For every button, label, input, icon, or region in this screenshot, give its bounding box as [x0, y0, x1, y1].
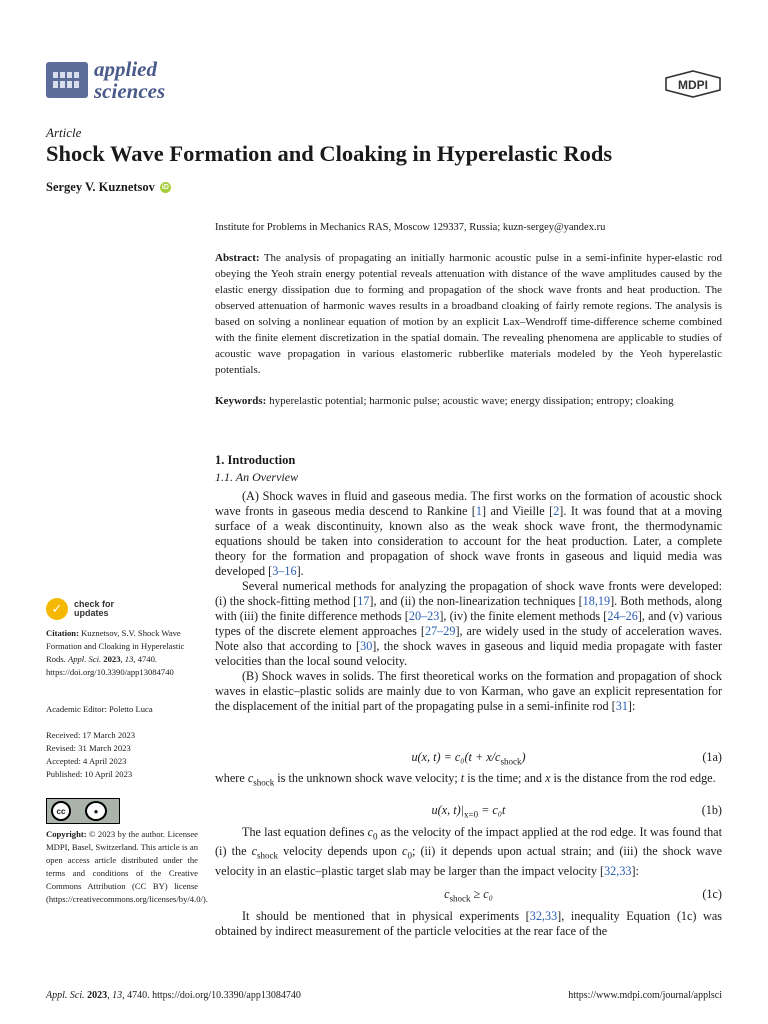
- person-icon: ●: [85, 801, 107, 821]
- author-name: Sergey V. Kuznetsov: [46, 180, 155, 194]
- paragraph-1: (A) Shock waves in fluid and gaseous media. The first works on the formation of acoustic shock wave fronts in gaseous media descend to Rankine [1] and Vieille [2]. It was found that at a moving surface of a weak discontinuity, known also as the weak shock wave front, the thermodynamic equations should be taken into consideration to account for the heat production. Later, a complete theory for the formation and propagation of shock wave fronts in gaseous and liquid media was developed [3–16].: [215, 489, 722, 578]
- ref-link[interactable]: 32,33: [529, 909, 558, 923]
- mdpi-logo: [664, 70, 722, 98]
- ref-link[interactable]: 18,19: [582, 594, 611, 608]
- check-for-updates[interactable]: [46, 598, 114, 620]
- mdpi-logo-text: MDPI: [678, 78, 708, 92]
- date-accepted: Accepted: 4 April 2023: [46, 756, 127, 766]
- equation-number: (1a): [702, 750, 722, 764]
- section-heading: 1. Introduction: [215, 453, 296, 467]
- keywords-text: hyperelastic potential; harmonic pulse; acoustic wave; energy dissipation; entropy; cloaking: [266, 395, 674, 407]
- ref-link[interactable]: 2: [553, 504, 560, 518]
- ref-link[interactable]: 1: [475, 504, 482, 518]
- affiliation: Institute for Problems in Mechanics RAS, Moscow 129337, Russia; kuzn-sergey@yandex.ru: [215, 222, 606, 233]
- cc-by-license-badge[interactable]: [46, 798, 120, 824]
- equation-1a: u(x, $t) = c_0(t + x/c_{shock})$ (1a): [411, 750, 722, 767]
- dates: [46, 729, 198, 781]
- academic-editor: Academic Editor: Poletto Luca: [46, 704, 153, 714]
- ref-link[interactable]: 24–26: [607, 609, 638, 623]
- copyright: Copyright: © 2023 by the author. Licensee MDPI, Basel, Switzerland. This article is an open access article distributed under the terms and conditions of the Creative Commons Attribution (CC BY) license (https://creativecommons.org/licenses/by/4.0/).: [46, 829, 208, 904]
- keywords: [215, 393, 722, 409]
- subsection-heading: 1.1. An Overview: [215, 470, 299, 484]
- author: [46, 180, 171, 195]
- equation-number: (1b): [701, 803, 722, 817]
- body-block-1: [215, 489, 722, 714]
- ref-link[interactable]: 30: [360, 639, 373, 653]
- paragraph-5: The last equation defines $c_0$ as the velocity of the impact applied at the rod edge. It was found that (i) the $c_{shock}$ velocity depends upon $c_0$; (ii) it depends upon actual strain; and (iii) the shock wave velocity in an elastic–plastic target slab may be larger than the impact velocity [32,33]:: [215, 825, 722, 878]
- ref-link[interactable]: 3–16: [272, 564, 297, 578]
- orcid-icon[interactable]: iD: [161, 184, 169, 191]
- paragraph-3: (B) Shock waves in solids. The first theoretical works on the formation and propagation of shock waves in elastic–plastic solids are mainly due to von Karman, who gave an explicit representation for the displacement of the initial part of the propagating pulse in a semi-infinite rod [31]:: [215, 669, 722, 713]
- journal-name-line1: applied: [94, 57, 157, 81]
- date-published: Published: 10 April 2023: [46, 769, 133, 779]
- body-block-2: [215, 771, 722, 790]
- footer-journal-url[interactable]: https://www.mdpi.com/journal/applsci: [568, 990, 722, 1001]
- article-type: Article: [46, 125, 82, 140]
- abstract-label: Abstract:: [215, 252, 260, 264]
- body-block-3: [215, 825, 722, 879]
- journal-logo: [46, 58, 165, 102]
- check-updates-icon: ✓: [46, 598, 68, 620]
- body-block-4: [215, 909, 722, 939]
- footer-citation: Appl. Sci. 2023, 13, 4740. https://doi.org/10.3390/app13084740: [46, 990, 301, 1001]
- abstract-text: The analysis of propagating an initially harmonic acoustic pulse in a semi-infinite hyper-elastic rod obeying the Yeoh strain energy potential reveals attenuation with distance of the wave amplitudes caused by the elastic energy dissipation due to forming and propagation of the shock wave fronts and heat production. The observed attenuation of harmonic waves results in a broadband cloaking of fairly remote regions. The analysis is based on solving a nonlinear equation of motion by an explicit Lax–Wendroff time-difference scheme combined with the finite element discretization in the spatial domain. The revealing phenomena are applicable to studies of acoustic wave propagation in various elastomeric rubberlike materials modeled by the Yeoh hyperelastic potentials.: [215, 252, 722, 376]
- check-updates-line2: updates: [74, 608, 109, 618]
- paragraph-2: Several numerical methods for analyzing the propagation of shock wave fronts were developed: (i) the shock-fitting method [17], and (ii) the non-linearization techniques [18,19]. Both methods, along with (iii) the finite difference methods [20–23], (iv) the finite element methods [24–26], and (v) various types of the discrete element approaches [27–29], are widely used in the study of acceleration waves. Note also that according to [30], the shock waves in gaseous and liquid media propagate with faster velocities than the local sound velocity.: [215, 579, 723, 668]
- ref-link[interactable]: 20–23: [408, 609, 440, 623]
- paragraph-6: It should be mentioned that in physical experiments [32,33], inequality Equation (1c) was obtained by indirect measurement of the particle velocities at the rear face of the: [215, 909, 722, 938]
- by-label: BY: [93, 815, 100, 821]
- ref-link[interactable]: 32,33: [604, 863, 632, 878]
- journal-logo-icon: [46, 62, 88, 98]
- ref-link[interactable]: 27–29: [424, 624, 456, 638]
- cc-icon: cc: [51, 801, 71, 821]
- date-received: Received: 17 March 2023: [46, 730, 136, 740]
- check-updates-line1: check for: [74, 599, 115, 609]
- ref-link[interactable]: 17: [357, 594, 370, 608]
- date-revised: Revised: 31 March 2023: [46, 743, 131, 753]
- abstract: [215, 250, 722, 378]
- keywords-label: Keywords:: [215, 395, 267, 407]
- equation-1c: $c_{shock} \ge c_0$ (1c): [444, 887, 722, 904]
- equation-1b: u(x, $t)|_{x=0} = c_0t$ (1b): [431, 803, 722, 820]
- journal-name-line2: sciences: [94, 79, 166, 103]
- ref-link[interactable]: 31: [615, 699, 628, 713]
- page-title: Shock Wave Formation and Cloaking in Hyperelastic Rods: [46, 141, 613, 166]
- citation: Citation: Kuznetsov, S.V. Shock Wave Formation and Cloaking in Hyperelastic Rods. Appl. Sci. 2023, 13, 4740. https://doi.org/10.3390/app13084740: [46, 628, 185, 677]
- paragraph-4: where $c_{shock}$ is the unknown shock wave velocity; t is the time; and x is the distance from the rod edge.: [215, 771, 716, 788]
- equation-number: (1c): [702, 887, 722, 901]
- journal-name: [94, 58, 165, 102]
